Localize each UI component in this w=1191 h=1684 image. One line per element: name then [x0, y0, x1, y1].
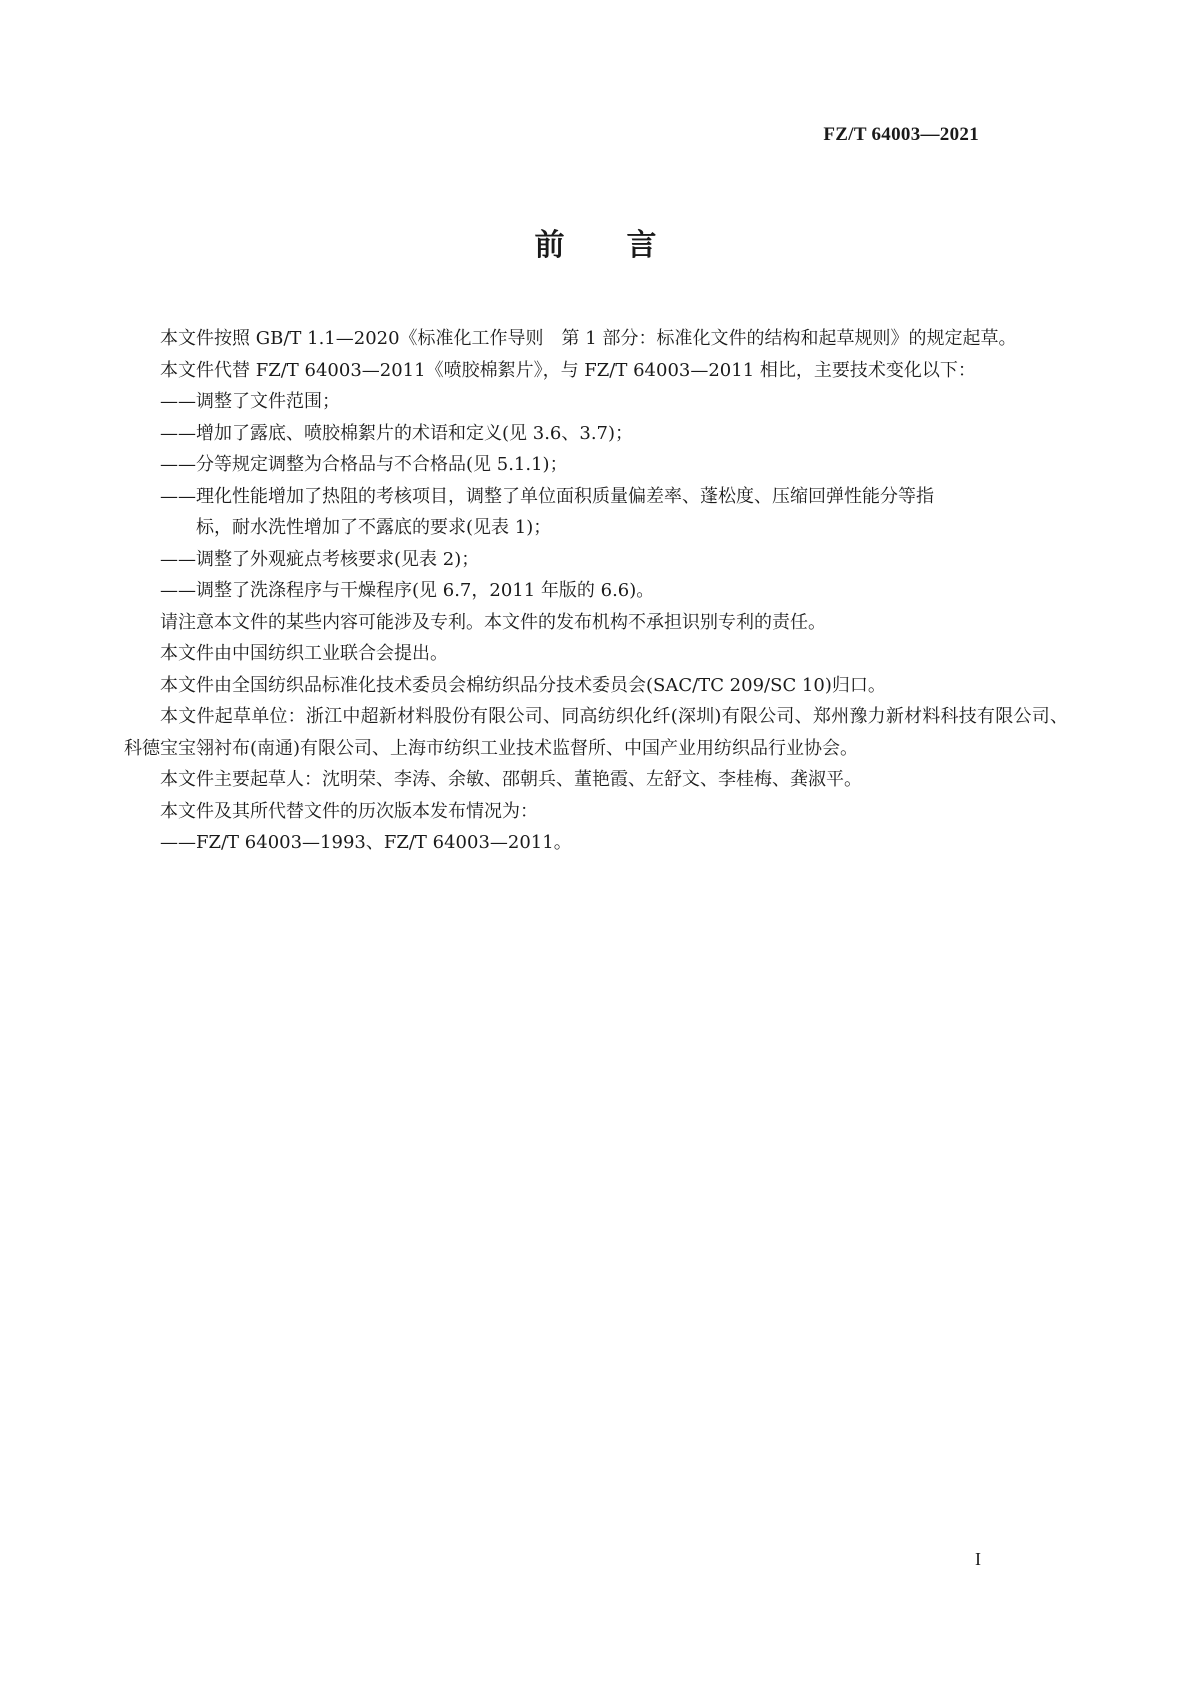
change-item-physical-properties-cont: 标，耐水洗性增加了不露底的要求(见表 1)；: [196, 517, 552, 538]
paragraph-patent-notice: 请注意本文件的某些内容可能涉及专利。本文件的发布机构不承担识别专利的责任。: [160, 611, 826, 633]
paragraph-proposer: 本文件由中国纺织工业联合会提出。: [160, 643, 448, 664]
change-item-defects: ——调整了外观疵点考核要求(见表 2)；: [160, 548, 480, 570]
change-item-terms: ——增加了露底、喷胶棉絮片的术语和定义(见 3.6、3.7)；: [160, 422, 634, 444]
page-number: I: [975, 1549, 981, 1569]
page-title: 前言: [534, 228, 719, 263]
change-item-scope: ——调整了文件范围；: [160, 391, 340, 412]
paragraph-drafting-rules: 本文件按照 GB/T 1.1—2020《标准化工作导则 第 1 部分：标准化文件的结构和起草规则》的规定起草。: [160, 328, 1017, 349]
foreword-body: [124, 323, 1068, 859]
change-item-grading: ——分等规定调整为合格品与不合格品(见 5.1.1)；: [160, 454, 568, 475]
paragraph-drafting-units: 本文件起草单位：浙江中超新材料股份有限公司、同高纺织化纤(深圳)有限公司、郑州豫力新材料科技有限公司、科德宝宝翎衬布(南通)有限公司、上海市纺织工业技术监督所、中国产业用纺织品行业协会。: [124, 706, 1068, 759]
paragraph-drafters: 本文件主要起草人：沈明荣、李涛、余敏、邵朝兵、董艳霞、左舒文、李桂梅、龚淑平。: [160, 769, 862, 790]
history-item: ——FZ/T 64003—1993、FZ/T 64003—2011。: [160, 832, 572, 853]
change-item-physical-properties: ——理化性能增加了热阻的考核项目，调整了单位面积质量偏差率、蓬松度、压缩回弹性能分等指: [160, 485, 934, 507]
paragraph-replacement: 本文件代替 FZ/T 64003—2011《喷胶棉絮片》，与 FZ/T 64003—2011 相比，主要技术变化以下：: [160, 359, 976, 381]
change-item-washing: ——调整了洗涤程序与干燥程序(见 6.7，2011 年版的 6.6)。: [160, 580, 655, 601]
standard-code: FZ/T 64003—2021: [823, 124, 979, 145]
paragraph-technical-committee: 本文件由全国纺织品标准化技术委员会棉纺织品分技术委员会(SAC/TC 209/SC 10)归口。: [160, 674, 886, 696]
paragraph-history-intro: 本文件及其所代替文件的历次版本发布情况为：: [160, 800, 538, 822]
